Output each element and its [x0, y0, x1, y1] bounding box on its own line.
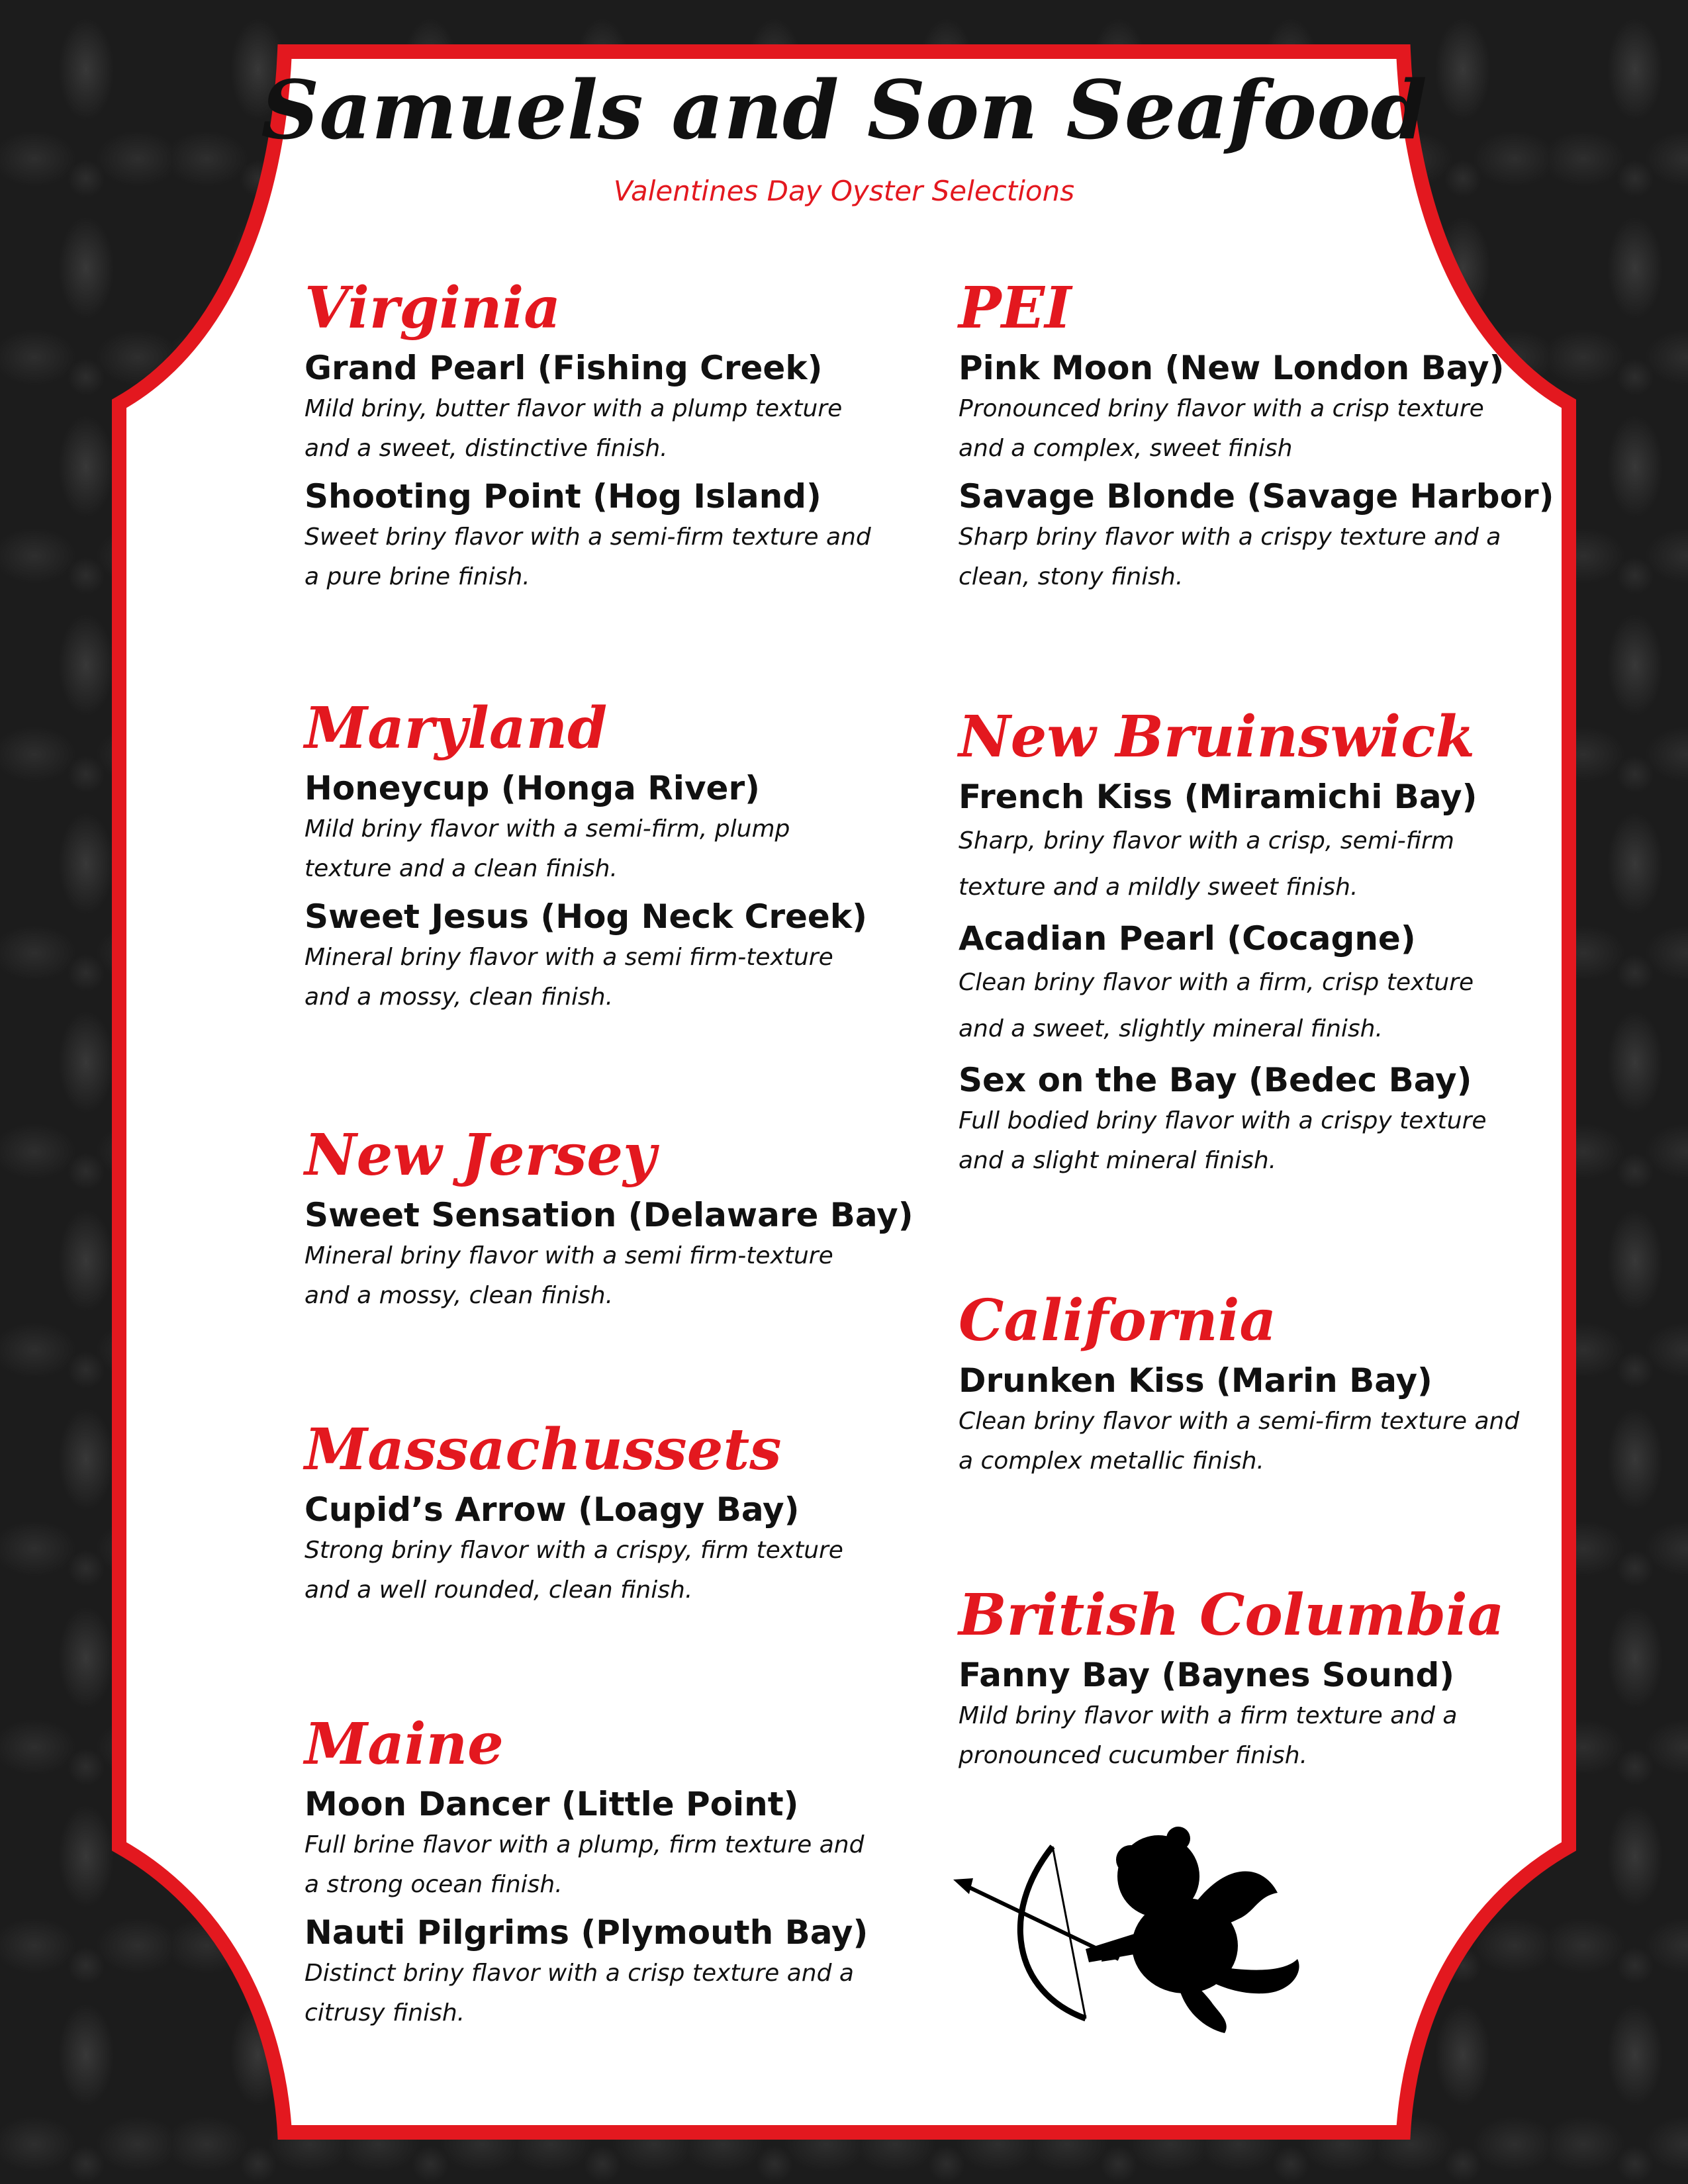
- description-line: Distinct briny flavor with a crisp texture and a: [305, 1960, 854, 1987]
- description-line: Sharp briny flavor with a crispy texture and a: [959, 523, 1501, 551]
- section-new-jersey: [305, 1118, 914, 1322]
- region-heading: PEI: [959, 275, 1072, 341]
- oyster-name: Fanny Bay (Baynes Sound): [959, 1656, 1455, 1694]
- oyster-name: Sex on the Bay (Bedec Bay): [959, 1061, 1472, 1099]
- oyster-name: Acadian Pearl (Cocagne): [959, 919, 1416, 958]
- region-heading: Maine: [305, 1711, 504, 1778]
- section-british-columbia: [959, 1578, 1568, 1782]
- oyster-name: Cupid’s Arrow (Loagy Bay): [305, 1490, 800, 1529]
- description-line: Mild briny, butter flavor with a plump texture: [305, 395, 843, 422]
- description-line: and a complex, sweet finish: [959, 435, 1293, 462]
- oyster-description: [959, 1402, 1568, 1481]
- description-line: texture and a mildly sweet finish.: [959, 874, 1358, 901]
- description-line: a strong ocean finish.: [305, 1871, 563, 1898]
- region-heading: British Columbia: [959, 1582, 1505, 1649]
- oyster-name: Honeycup (Honga River): [305, 769, 760, 807]
- oyster-description: [305, 1531, 914, 1610]
- page-subtitle: Valentines Day Oyster Selections: [613, 175, 1075, 207]
- oyster-name: Sweet Sensation (Delaware Bay): [305, 1196, 914, 1234]
- description-line: and a slight mineral finish.: [959, 1147, 1277, 1174]
- oyster-description: [959, 818, 1568, 911]
- region-heading: Virginia: [305, 275, 561, 341]
- description-line: Sharp, briny flavor with a crisp, semi-firm: [959, 827, 1454, 854]
- description-line: and a sweet, slightly mineral finish.: [959, 1015, 1383, 1042]
- oyster-description: [959, 960, 1568, 1052]
- description-line: pronounced cucumber finish.: [959, 1742, 1308, 1769]
- oyster-name: Moon Dancer (Little Point): [305, 1785, 799, 1823]
- section-massachusetts: [305, 1413, 914, 1617]
- section-california: [959, 1284, 1568, 1488]
- description-line: Mineral briny flavor with a semi firm-texture: [305, 1242, 833, 1269]
- description-line: a pure brine finish.: [305, 563, 530, 590]
- region-heading: Maryland: [305, 695, 608, 762]
- oyster-name: Savage Blonde (Savage Harbor): [959, 477, 1554, 516]
- description-line: Clean briny flavor with a semi-firm texture and: [959, 1408, 1520, 1435]
- oyster-description: [305, 809, 914, 889]
- oyster-name: Shooting Point (Hog Island): [305, 477, 821, 516]
- description-line: Mineral briny flavor with a semi firm-texture: [305, 944, 833, 971]
- oyster-description: [959, 518, 1568, 597]
- oyster-name: Pink Moon (New London Bay): [959, 349, 1505, 387]
- section-maine: [305, 1707, 914, 2040]
- description-line: a complex metallic finish.: [959, 1447, 1264, 1475]
- region-heading: New Bruinswick: [959, 704, 1476, 770]
- region-heading: California: [959, 1287, 1277, 1354]
- oyster-name: Drunken Kiss (Marin Bay): [959, 1361, 1432, 1400]
- description-line: Strong briny flavor with a crispy, firm texture: [305, 1537, 843, 1564]
- description-line: clean, stony finish.: [959, 563, 1184, 590]
- description-line: and a well rounded, clean finish.: [305, 1576, 693, 1604]
- description-line: and a mossy, clean finish.: [305, 1282, 614, 1309]
- description-line: Sweet briny flavor with a semi-firm texture and: [305, 523, 871, 551]
- oyster-description: [305, 518, 914, 597]
- oyster-description: [305, 938, 914, 1017]
- oyster-description: [305, 1954, 914, 2033]
- oyster-description: [305, 1825, 914, 1905]
- region-heading: Massachussets: [305, 1416, 782, 1483]
- oyster-name: Nauti Pilgrims (Plymouth Bay): [305, 1913, 868, 1952]
- description-line: texture and a clean finish.: [305, 855, 618, 882]
- section-pei: [959, 271, 1568, 604]
- oyster-description: [959, 1101, 1568, 1181]
- description-line: Full bodied briny flavor with a crispy texture: [959, 1107, 1487, 1134]
- description-line: Full brine flavor with a plump, firm texture and: [305, 1831, 865, 1858]
- description-line: citrusy finish.: [305, 1999, 465, 2026]
- description-line: Mild briny flavor with a firm texture and a: [959, 1702, 1458, 1729]
- oyster-name: Sweet Jesus (Hog Neck Creek): [305, 897, 867, 936]
- region-heading: New Jersey: [305, 1122, 657, 1189]
- oyster-description: [305, 1236, 914, 1316]
- oyster-description: [305, 389, 914, 469]
- page-title: Samuels and Son Seafood: [261, 62, 1427, 158]
- oyster-name: French Kiss (Miramichi Bay): [959, 778, 1477, 816]
- oyster-description: [959, 1696, 1568, 1776]
- section-maryland: [305, 692, 914, 1024]
- section-new-brunswick: [959, 700, 1568, 1187]
- description-line: Mild briny flavor with a semi-firm, plump: [305, 815, 790, 842]
- description-line: and a mossy, clean finish.: [305, 983, 614, 1011]
- description-line: Clean briny flavor with a firm, crisp texture: [959, 969, 1474, 996]
- description-line: and a sweet, distinctive finish.: [305, 435, 668, 462]
- cupid-icon: [953, 1820, 1311, 2038]
- description-line: Pronounced briny flavor with a crisp texture: [959, 395, 1484, 422]
- oyster-description: [959, 389, 1568, 469]
- oyster-name: Grand Pearl (Fishing Creek): [305, 349, 823, 387]
- section-virginia: [305, 271, 914, 604]
